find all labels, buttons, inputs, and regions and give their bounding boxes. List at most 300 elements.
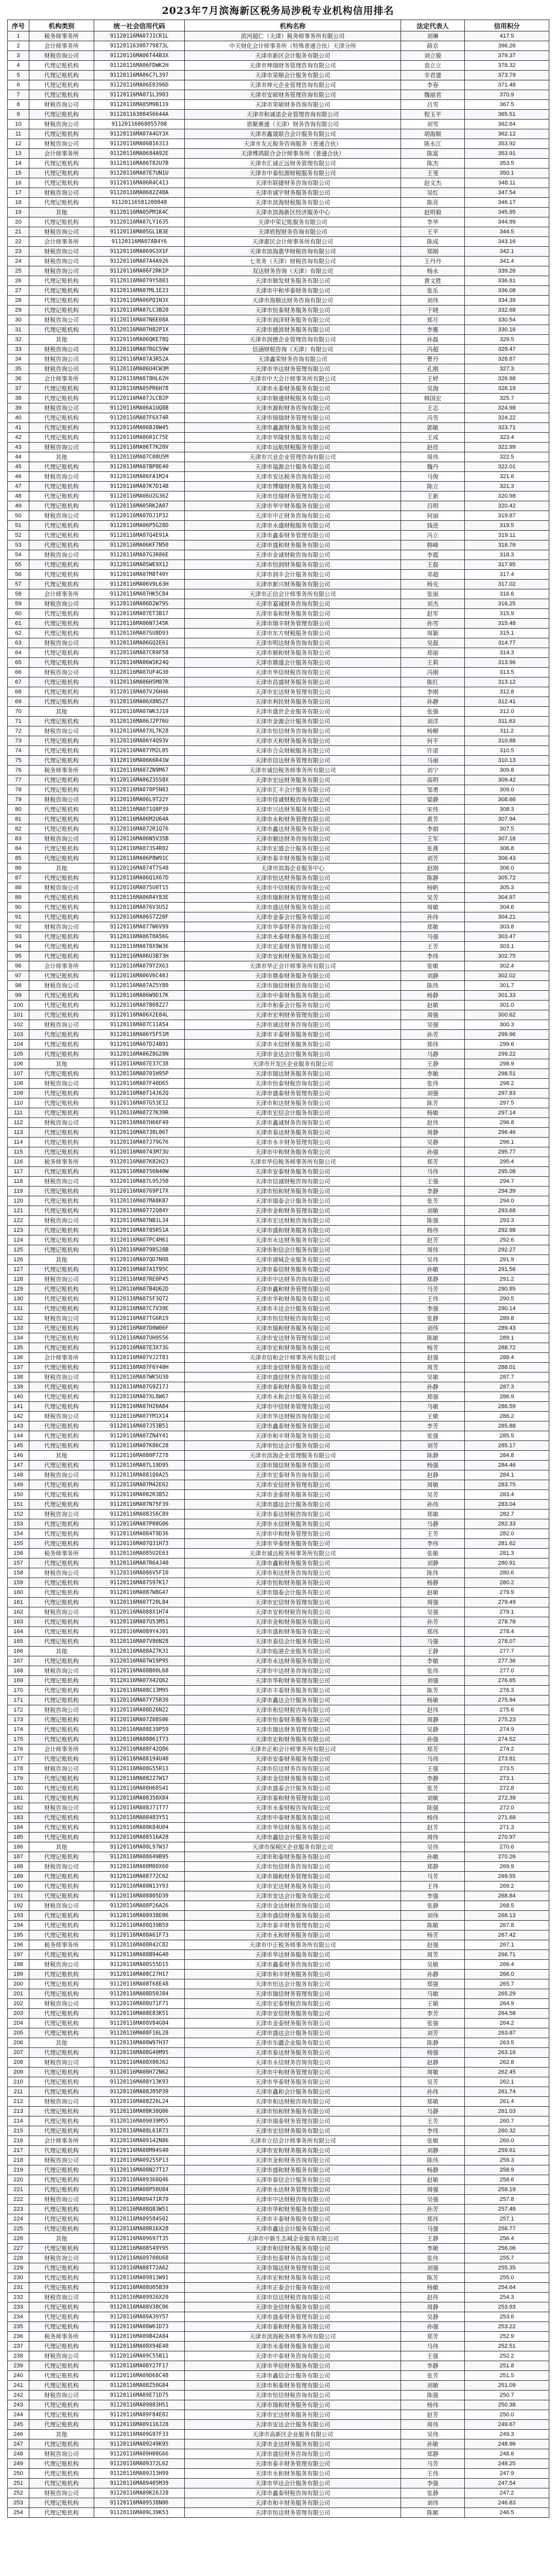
- agency-type: 代理记账机构: [29, 1108, 94, 1118]
- credit-code: 91120116MA07UH9S56: [94, 1333, 185, 1343]
- row-number: 137: [8, 1363, 29, 1372]
- agency-name: 天津市润德企业管理咨询有限公司: [185, 335, 401, 345]
- credit-code: 91120116MA06T82U7B: [94, 159, 185, 168]
- row-number: 223: [8, 2205, 29, 2214]
- row-number: 14: [8, 159, 29, 168]
- table-row: [8, 1412, 549, 1421]
- table-row: [8, 2342, 549, 2351]
- row-number: 121: [8, 1206, 29, 1216]
- table-row: [8, 2439, 549, 2449]
- row-number: 74: [8, 746, 29, 756]
- row-number: 152: [8, 1510, 29, 1519]
- table-row: [8, 2312, 549, 2322]
- table-row: [8, 1480, 549, 1490]
- table-row: [8, 452, 549, 462]
- credit-score: 353.92: [465, 139, 549, 149]
- row-number: 66: [8, 668, 29, 677]
- agency-name: 天津市鑫泰财税咨询有限公司: [185, 2488, 401, 2498]
- credit-code: 91120116MA087W8G47: [94, 1588, 185, 1598]
- credit-score: 274.9: [465, 1725, 549, 1735]
- row-number: 6: [8, 80, 29, 90]
- credit-code: 91120116MA07N75F39: [94, 1500, 185, 1510]
- legal-representative: 郑伟: [401, 1627, 465, 1637]
- credit-score: 255.0: [465, 2273, 549, 2283]
- table-row: [8, 1245, 549, 1255]
- legal-representative: 赵敏: [401, 1001, 465, 1010]
- legal-representative: 张丽: [401, 589, 465, 599]
- agency-type: 代理记账机构: [29, 570, 94, 580]
- table-row: [8, 589, 549, 599]
- row-number: 126: [8, 1255, 29, 1265]
- agency-type: 代理记账机构: [29, 1774, 94, 1784]
- credit-score: 296.8: [465, 1118, 549, 1128]
- agency-type: 代理记账机构: [29, 1852, 94, 1862]
- agency-name: 天津市华泰财务服务有限公司: [185, 1539, 401, 1549]
- row-number: 55: [8, 560, 29, 570]
- agency-name: 天津市瑞达财务服务有限公司: [185, 1069, 401, 1079]
- legal-representative: 周敏: [401, 1480, 465, 1490]
- legal-representative: 李芳: [401, 1421, 465, 1431]
- table-row: [8, 1421, 549, 1431]
- legal-representative: 刘敏: [401, 1206, 465, 1216]
- agency-type: 代理记账机构: [29, 1979, 94, 1989]
- row-number: 165: [8, 1637, 29, 1647]
- agency-type: 代理记账机构: [29, 413, 94, 423]
- legal-representative: 孙静: [401, 1382, 465, 1392]
- credit-code: 91120116MA06Z3S58X: [94, 775, 185, 785]
- legal-representative: 刘伟: [401, 1911, 465, 1921]
- legal-representative: 赵芳: [401, 1823, 465, 1833]
- credit-code: 91120116MA082R3B52: [94, 1490, 185, 1500]
- row-number: 8: [8, 100, 29, 110]
- agency-name: 天津市海顺达财务咨询有限公司: [185, 296, 401, 306]
- row-number: 206: [8, 2038, 29, 2048]
- credit-score: 263.5: [465, 2038, 549, 2048]
- agency-name: 天津市瑞和财务服务有限公司: [185, 1324, 401, 1333]
- table-row: [8, 237, 549, 247]
- credit-code: 91120116MA09H00G66: [94, 2449, 185, 2459]
- agency-name: 天津市恒信财务咨询有限公司: [185, 726, 401, 736]
- agency-type: 代理记账机构: [29, 1735, 94, 1744]
- header-row: [8, 20, 549, 31]
- agency-name: 天津市和丰财务服务有限公司: [185, 2498, 401, 2508]
- agency-type: 代理记账机构: [29, 1049, 94, 1059]
- table-row: [8, 2420, 549, 2430]
- agency-name: 天津市诚达财务咨询有限公司: [185, 1020, 401, 1030]
- credit-code: 91120116MA07X42Q62: [94, 1676, 185, 1686]
- legal-representative: 胡海顺: [401, 129, 465, 139]
- table-row: [8, 168, 549, 178]
- agency-name: 天津欣程财务咨询有限公司: [185, 227, 401, 237]
- row-number: 233: [8, 2302, 29, 2312]
- credit-code: 91120116MA07AZ5Y80: [94, 981, 185, 991]
- legal-representative: 周敏: [401, 903, 465, 912]
- credit-code: 91120116MA09C55B11: [94, 2351, 185, 2361]
- agency-name: 天津市东疆企业服务有限公司: [185, 2038, 401, 2048]
- agency-name: 天津市诚信税务师事务所有限公司: [185, 766, 401, 775]
- row-number: 119: [8, 1187, 29, 1196]
- credit-score: 252.51: [465, 2342, 549, 2351]
- credit-score: 330.54: [465, 315, 549, 325]
- agency-type: 代理记账机构: [29, 648, 94, 658]
- agency-type: 代理记账机构: [29, 873, 94, 883]
- agency-type: 代理记账机构: [29, 2224, 94, 2234]
- credit-score: 280.6: [465, 1568, 549, 1578]
- credit-code: 91120116MA09L39K53: [94, 2508, 185, 2518]
- table-row: [8, 1177, 549, 1187]
- legal-representative: 吴伟: [401, 1842, 465, 1852]
- legal-representative: 孙静: [401, 697, 465, 707]
- credit-code: 91120116MA08V38C06: [94, 2302, 185, 2312]
- table-row: [8, 1979, 549, 1989]
- agency-name: 天津市福源会计服务有限公司: [185, 462, 401, 472]
- agency-name: 天津中荣记账服务有限公司: [185, 217, 401, 227]
- legal-representative: 邹勇: [401, 785, 465, 795]
- row-number: 215: [8, 2126, 29, 2136]
- row-number: 154: [8, 1529, 29, 1539]
- legal-representative: 周静: [401, 1128, 465, 1138]
- agency-name: 天津市瑞泰会计服务有限公司: [185, 1196, 401, 1206]
- legal-representative: 陈红: [401, 677, 465, 687]
- agency-type: 其他: [29, 208, 94, 217]
- credit-code: 91120116MA06FDWK2H: [94, 61, 185, 71]
- agency-type: 财税咨询公司: [29, 1510, 94, 1519]
- agency-type: 会计师事务所: [29, 961, 94, 971]
- table-row: [8, 922, 549, 932]
- agency-name: 天津市鑫信会计服务有限公司: [185, 2371, 401, 2381]
- credit-score: 330.16: [465, 325, 549, 335]
- credit-code: 91120116MA08D26N22: [94, 1705, 185, 1715]
- agency-type: 税务师事务所: [29, 1940, 94, 1950]
- row-number: 56: [8, 570, 29, 580]
- row-number: 149: [8, 1480, 29, 1490]
- agency-type: 代理记账机构: [29, 159, 94, 168]
- credit-score: 319.5: [465, 521, 549, 531]
- agency-name: 天津市华达会计服务有限公司: [185, 2479, 401, 2488]
- credit-score: 306.0: [465, 863, 549, 873]
- agency-name: 信涵财税咨询（天津）有限公司: [185, 345, 401, 354]
- legal-representative: 刘敏: [401, 1793, 465, 1803]
- credit-score: 314.3: [465, 648, 549, 658]
- credit-score: 326.19: [465, 384, 549, 394]
- legal-representative: 郑静: [401, 1275, 465, 1284]
- row-number: 205: [8, 2028, 29, 2038]
- row-number: 28: [8, 296, 29, 306]
- credit-score: 284.1: [465, 1470, 549, 1480]
- row-number: 110: [8, 1098, 29, 1108]
- credit-code: 91120116MA07B08Z27: [94, 1001, 185, 1010]
- agency-type: 代理记账机构: [29, 844, 94, 854]
- agency-name: 天津博鸿联合会计师事务所（普通合伙）: [185, 149, 401, 159]
- credit-code: 91120116MA089Y4J01: [94, 1627, 185, 1637]
- legal-representative: 王新: [401, 492, 465, 501]
- credit-score: 264.58: [465, 2009, 549, 2019]
- agency-name: 中天财化会计师事务所（特殊普通合伙）天津分所: [185, 41, 401, 51]
- credit-score: 307.18: [465, 834, 549, 844]
- credit-code: 91120116MA08K84U04: [94, 1823, 185, 1833]
- table-row: [8, 1402, 549, 1412]
- credit-score: 282.7: [465, 1510, 549, 1519]
- row-number: 177: [8, 1754, 29, 1764]
- credit-code: 91120116MA0743M73U: [94, 1147, 185, 1157]
- legal-representative: 程玉平: [401, 110, 465, 120]
- table-row: [8, 2322, 549, 2332]
- legal-representative: 杨柳: [401, 726, 465, 736]
- table-row: [8, 276, 549, 286]
- agency-name: 天津市中泰财务咨询有限公司: [185, 2351, 401, 2361]
- agency-type: 财税咨询公司: [29, 247, 94, 257]
- agency-name: 天津市嘉诚财务咨询有限公司: [185, 599, 401, 609]
- agency-type: 财税咨询公司: [29, 51, 94, 61]
- credit-score: 295.08: [465, 1167, 549, 1177]
- credit-code: 91120116MA09E71D75: [94, 2391, 185, 2400]
- legal-representative: 王敏: [401, 1999, 465, 2009]
- table-row: [8, 1118, 549, 1128]
- credit-code: 91120116MA08X94E40: [94, 2342, 185, 2351]
- row-number: 46: [8, 472, 29, 482]
- credit-code: 91120116MA08805D39: [94, 1891, 185, 1901]
- table-body: [8, 31, 549, 2518]
- row-number: 88: [8, 883, 29, 893]
- agency-type: 代理记账机构: [29, 2214, 94, 2224]
- credit-score: 262.45: [465, 2067, 549, 2077]
- agency-type: 代理记账机构: [29, 217, 94, 227]
- credit-code: 91120116MA09083H51: [94, 2400, 185, 2410]
- credit-score: 263.87: [465, 2028, 549, 2038]
- table-row: [8, 1960, 549, 1970]
- row-number: 44: [8, 452, 29, 462]
- row-number: 210: [8, 2077, 29, 2087]
- legal-representative: 赵强: [401, 1940, 465, 1950]
- credit-code: 91120116MA07ZN4Y41: [94, 1431, 185, 1441]
- credit-code: 91120116MA07G53E12: [94, 1098, 185, 1108]
- table-row: [8, 1793, 549, 1803]
- agency-name: 天津市港城企业服务有限公司: [185, 1255, 401, 1265]
- agency-name: 天津市瑞泰会计服务有限公司: [185, 1588, 401, 1598]
- legal-representative: 韩峰: [401, 540, 465, 550]
- table-row: [8, 1451, 549, 1461]
- legal-representative: 王军: [401, 834, 465, 844]
- legal-representative: 马伟: [401, 1167, 465, 1177]
- agency-name: 天津市永信财务服务有限公司: [185, 1519, 401, 1529]
- legal-representative: 周静: [401, 2302, 465, 2312]
- agency-name: 天津市永盛财税服务有限公司: [185, 521, 401, 531]
- row-number: 169: [8, 1676, 29, 1686]
- credit-score: 272.39: [465, 1793, 549, 1803]
- legal-representative: 陈敏: [401, 2508, 465, 2518]
- row-number: 61: [8, 619, 29, 629]
- row-number: 31: [8, 325, 29, 335]
- agency-type: 会计师事务所: [29, 374, 94, 384]
- credit-score: 373.79: [465, 71, 549, 80]
- agency-name: 天津市新区会计服务有限公司: [185, 51, 401, 61]
- credit-code: 91120116MA08R42C82: [94, 1940, 185, 1950]
- table-row: [8, 1999, 549, 2009]
- agency-name: 天津市恒和财务服务有限公司: [185, 2107, 401, 2116]
- table-row: [8, 815, 549, 824]
- agency-name: 天津市盛和财务服务有限公司: [185, 1627, 401, 1637]
- legal-representative: 杨永: [401, 266, 465, 276]
- agency-name: 天津市鑫达财务服务有限公司: [185, 824, 401, 834]
- table-row: [8, 217, 549, 227]
- agency-name: 天津市永泰财务服务有限公司: [185, 932, 401, 942]
- table-row: [8, 2156, 549, 2165]
- legal-representative: 许诺: [401, 746, 465, 756]
- agency-type: 代理记账机构: [29, 1588, 94, 1598]
- legal-representative: 郑芳: [401, 1744, 465, 1754]
- table-row: [8, 1069, 549, 1079]
- row-number: 41: [8, 423, 29, 433]
- agency-name: 天津市中和财务管理有限公司: [185, 1529, 401, 1539]
- table-row: [8, 2087, 549, 2097]
- credit-score: 249.3: [465, 2430, 549, 2439]
- credit-code: 91120116MA09K26J28: [94, 2488, 185, 2498]
- legal-representative: 吴芳: [401, 893, 465, 903]
- credit-code: 91120116MA08Q39B59: [94, 1921, 185, 1930]
- agency-type: 代理记账机构: [29, 1461, 94, 1470]
- table-row: [8, 2371, 549, 2381]
- legal-representative: 李伟: [401, 1539, 465, 1549]
- credit-score: 266.4: [465, 1960, 549, 1970]
- credit-code: 91120116MA07J79G76: [94, 1138, 185, 1147]
- credit-score: 256.06: [465, 2244, 549, 2253]
- table-row: [8, 570, 549, 580]
- agency-name: 天津市滨海企业管理服务有限公司: [185, 1451, 401, 1461]
- agency-type: 代理记账机构: [29, 1245, 94, 1255]
- agency-type: 代理记账机构: [29, 1421, 94, 1431]
- credit-score: 253.22: [465, 2322, 549, 2332]
- table-row: [8, 629, 549, 638]
- credit-code: 91120116MA07L95J50: [94, 1177, 185, 1187]
- legal-representative: 刘伟: [401, 2498, 465, 2508]
- credit-code: 91120116MA07D0W06F: [94, 1324, 185, 1333]
- agency-type: 代理记账机构: [29, 423, 94, 433]
- credit-code: 91120116MA07YM2L05: [94, 746, 185, 756]
- agency-type: 代理记账机构: [29, 2459, 94, 2469]
- legal-representative: 杨强: [401, 2048, 465, 2058]
- table-row: [8, 2430, 549, 2439]
- agency-type: 财税咨询公司: [29, 1862, 94, 1872]
- agency-type: 代理记账机构: [29, 492, 94, 501]
- row-number: 27: [8, 286, 29, 296]
- agency-name: 天津市德滨财务服务有限公司: [185, 325, 401, 335]
- credit-score: 308.3: [465, 805, 549, 815]
- credit-code: 91120116MA07VJ2T83: [94, 1353, 185, 1363]
- credit-score: 321.6: [465, 472, 549, 482]
- agency-name: 天津市和达财税咨询有限公司: [185, 2097, 401, 2107]
- legal-representative: 刘立骏: [401, 51, 465, 61]
- agency-type: 代理记账机构: [29, 1206, 94, 1216]
- table-row: [8, 1696, 549, 1705]
- table-row: [8, 1167, 549, 1177]
- row-number: 101: [8, 1010, 29, 1020]
- agency-name: 天津市立信会计师事务所有限公司: [185, 2136, 401, 2146]
- credit-score: 347.54: [465, 188, 549, 198]
- legal-representative: 李娟: [401, 824, 465, 834]
- table-row: [8, 1294, 549, 1304]
- agency-name: 天津市宏信财务服务有限公司: [185, 2126, 401, 2136]
- row-number: 180: [8, 1784, 29, 1793]
- agency-name: 天津市宏和财务服务有限公司: [185, 1735, 401, 1744]
- row-number: 252: [8, 2488, 29, 2498]
- agency-name: 天津市佳诚财税咨询有限公司: [185, 795, 401, 805]
- legal-representative: 陈伟: [401, 981, 465, 991]
- agency-type: 代理记账机构: [29, 1833, 94, 1842]
- agency-type: 代理记账机构: [29, 1656, 94, 1666]
- credit-score: 353.5: [465, 159, 549, 168]
- legal-representative: 梁静: [401, 795, 465, 805]
- agency-name: 天津市顺达财务咨询有限公司: [185, 834, 401, 844]
- agency-type: 代理记账机构: [29, 2263, 94, 2273]
- legal-representative: 杨伟: [401, 1226, 465, 1235]
- row-number: 170: [8, 1686, 29, 1696]
- agency-type: 代理记账机构: [29, 1235, 94, 1245]
- row-number: 189: [8, 1872, 29, 1882]
- row-number: 51: [8, 521, 29, 531]
- credit-code: 91120116MA08772C62: [94, 1872, 185, 1882]
- credit-score: 320.42: [465, 501, 549, 511]
- credit-code: 91120116MA07V86N28: [94, 1637, 185, 1647]
- agency-name: 天津市华信财务服务有限公司: [185, 2361, 401, 2371]
- credit-score: 251.8: [465, 2361, 549, 2371]
- table-row: [8, 1030, 549, 1040]
- credit-code: 91120116MA08N13Y93: [94, 1882, 185, 1891]
- credit-code: 91120116MA07DJ1P32: [94, 511, 185, 521]
- legal-representative: 李春: [401, 80, 465, 90]
- table-row: [8, 1882, 549, 1891]
- agency-type: 代理记账机构: [29, 560, 94, 570]
- table-row: [8, 90, 549, 100]
- credit-score: 325.7: [465, 394, 549, 403]
- credit-score: 288.72: [465, 1343, 549, 1353]
- table-row: [8, 1510, 549, 1519]
- agency-type: 代理记账机构: [29, 893, 94, 903]
- row-number: 250: [8, 2469, 29, 2479]
- table-row: [8, 609, 549, 619]
- credit-score: 316.25: [465, 599, 549, 609]
- table-row: [8, 384, 549, 394]
- table-row: [8, 413, 549, 423]
- legal-representative: 孙敏: [401, 2439, 465, 2449]
- agency-type: 财税咨询公司: [29, 1568, 94, 1578]
- credit-score: 262.8: [465, 2058, 549, 2067]
- agency-type: 其他: [29, 335, 94, 345]
- agency-name: 天津市中信财务管理有限公司: [185, 1402, 401, 1412]
- table-row: [8, 2488, 549, 2498]
- credit-score: 327.3: [465, 364, 549, 374]
- legal-representative: 郑敏: [401, 2097, 465, 2107]
- table-row: [8, 2165, 549, 2175]
- table-row: [8, 2028, 549, 2038]
- agency-type: 代理记账机构: [29, 2283, 94, 2293]
- agency-type: 财税咨询公司: [29, 364, 94, 374]
- row-number: 18: [8, 198, 29, 208]
- legal-representative: 何平: [401, 736, 465, 746]
- agency-name: 天津市盛和财务服务有限公司: [185, 2165, 401, 2175]
- credit-code: 91120116MA08J05P39: [94, 2087, 185, 2097]
- agency-name: 天津市安和财务服务有限公司: [185, 952, 401, 961]
- credit-code: 91120116MA06T0A56G: [94, 932, 185, 942]
- row-number: 192: [8, 1901, 29, 1911]
- agency-name: 天津市泰达财税咨询有限公司: [185, 1510, 401, 1519]
- agency-type: 代理记账机构: [29, 1490, 94, 1500]
- agency-type: 代理记账机构: [29, 1519, 94, 1529]
- agency-name: 天津市和信会计服务有限公司: [185, 1245, 401, 1255]
- credit-score: 291.9: [465, 1255, 549, 1265]
- row-number: 12: [8, 139, 29, 149]
- table-row: [8, 1206, 549, 1216]
- table-row: [8, 2077, 549, 2087]
